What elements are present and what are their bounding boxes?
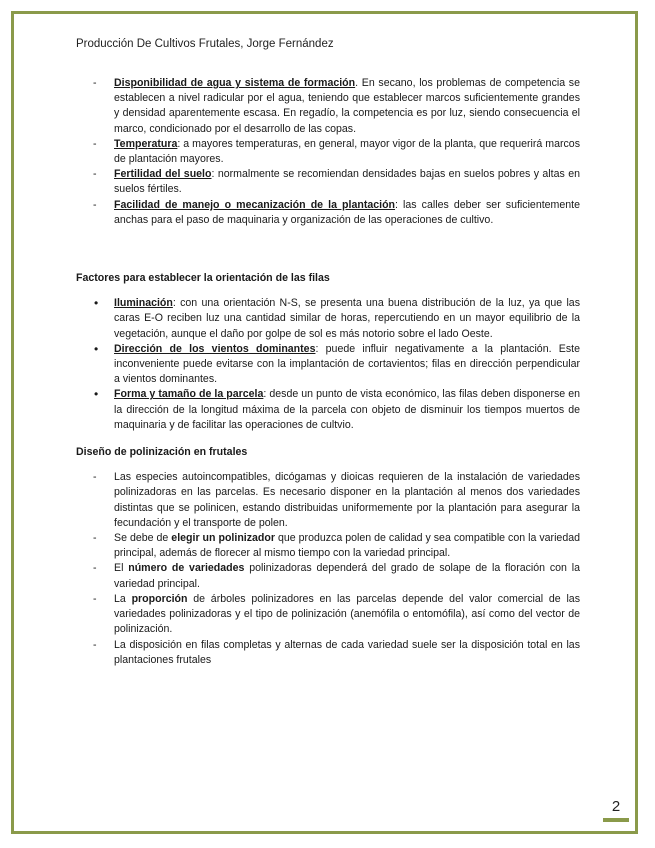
list-item: - El número de variedades polinizadoras dependerá del grado de solape de la floración con la variedad principal. [93, 562, 580, 590]
list-item-text: : las calles deber ser suficientemente anchas para el paso de maquinaria y organización de las operaciones de cultivo. [114, 198, 580, 226]
list-item-text: : a mayores temperaturas, en general, mayor vigor de la planta, que requerirá marcos de plantación mayores. [114, 137, 580, 166]
list-item [76, 387, 580, 433]
list-item-text: : puede influir negativamente a la plantación. Este inconveniente puede evitarse con la implantación de cortavientos; filas en dirección perpendicular a vientos dominantes. [114, 342, 580, 386]
pollination-list [76, 470, 580, 668]
list-item-text: : normalmente se recomiendan densidades bajas en suelos pobres y altas en suelos fértiles. [114, 168, 580, 196]
page-content [76, 76, 580, 668]
list-item: - Se debe de elegir un polinizador que produzca polen de calidad y sea compatible con la variedad principal, además de florecer al mismo tiempo con la variedad principal. [93, 532, 580, 560]
list-item-term: Temperatura [114, 137, 178, 150]
bullet-icon: • [94, 341, 99, 356]
list-item: - Fertilidad del suelo: normalmente se recomiendan densidades bajas en suelos pobres y altas en suelos fértiles. [93, 168, 580, 196]
list-item [76, 342, 580, 388]
list-item-term: proporción [131, 592, 188, 605]
list-item-text: : con una orientación N-S, se presenta una buena distribución de la luz, ya que las caras E-O reciben luz una cantidad similar de horas, repercutiendo en un mayor equilibrio de la vegetación, aunque el daño por golpe de sol es más notorio sobre el lado Oeste. [114, 297, 580, 340]
page-number: 2 [611, 798, 621, 815]
list-item-term: Disponibilidad de agua y sistema de formación [114, 77, 356, 89]
list-item-term: Iluminación [114, 297, 173, 310]
section-heading-orientation: Factores para establecer la orientación de las filas [76, 272, 330, 285]
list-item-term: Dirección de los vientos dominantes [114, 342, 316, 355]
list-item: - Facilidad de manejo o mecanización de la plantación: las calles deber ser suficientemente anchas para el paso de maquinaria y organización de las operaciones de cultivo. [93, 198, 580, 226]
list-item: - Las especies autoincompatibles, dicógamas y dioicas requieren de la instalación de variedades polinizadoras en las parcelas. Es necesario disponer en la plantación al menos dos variedades distintas que se polinicen, estando distribuidas uniformemente por la plantación para asegurar la fecundación y el transporte de polen. [93, 471, 580, 529]
list-item [76, 296, 580, 342]
list-item: - La proporción de árboles polinizadores en las parcelas depende del valor comercial de las variedades polinizadoras y el tipo de polinización (anemófila o entomófila), así como del vector de polinización. [93, 592, 580, 636]
section-heading-pollination: Diseño de polinización en frutales [76, 446, 248, 459]
page-header: Producción De Cultivos Frutales, Jorge Fernández [76, 38, 334, 50]
list-item: - Temperatura: a mayores temperaturas, en general, mayor vigor de la planta, que requerirá marcos de plantación mayores. [93, 137, 580, 166]
list-item-text: . En secano, los problemas de competencia se establecen a nivel radicular por el agua, teniendo que establecer marcos suficientemente grandes y densidad aparentemente escasa. En regadío, la competencia es por luz, siendo consecuencia el marco, condicionado por el desarrollo de las copas. [114, 77, 580, 135]
list-item-term: Forma y tamaño de la parcela [114, 388, 264, 401]
list-item-term: elegir un polinizador [171, 532, 275, 545]
planting-factors-list [76, 76, 580, 228]
list-item-term: Fertilidad del suelo [114, 168, 212, 181]
list-item-text: : desde un punto de vista económico, las filas deben disponerse en la dirección de la longitud máxima de la parcela con objeto de disminuir los tiempos muertos de maquinaria y de facilitar las operaciones de cultvio. [114, 388, 580, 431]
orientation-factors-list [76, 296, 580, 433]
list-item: - La disposición en filas completas y alternas de cada variedad suele ser la disposición total en las plantaciones frutales [93, 638, 580, 666]
list-item-term: número de variedades [128, 562, 245, 575]
page-number-bar [603, 818, 629, 822]
list-item: - Disponibilidad de agua y sistema de formación. En secano, los problemas de competencia se establecen a nivel radicular por el agua, teniendo que establecer marcos suficientemente grandes y densidad aparentemente escasa. En regadío, la competencia es por luz, siendo consecuencia el marco, condicionado por el desarrollo de las copas. [93, 77, 580, 135]
list-item-term: Facilidad de manejo o mecanización de la plantación [114, 198, 396, 211]
bullet-icon: • [94, 296, 99, 311]
bullet-icon: • [94, 387, 99, 402]
